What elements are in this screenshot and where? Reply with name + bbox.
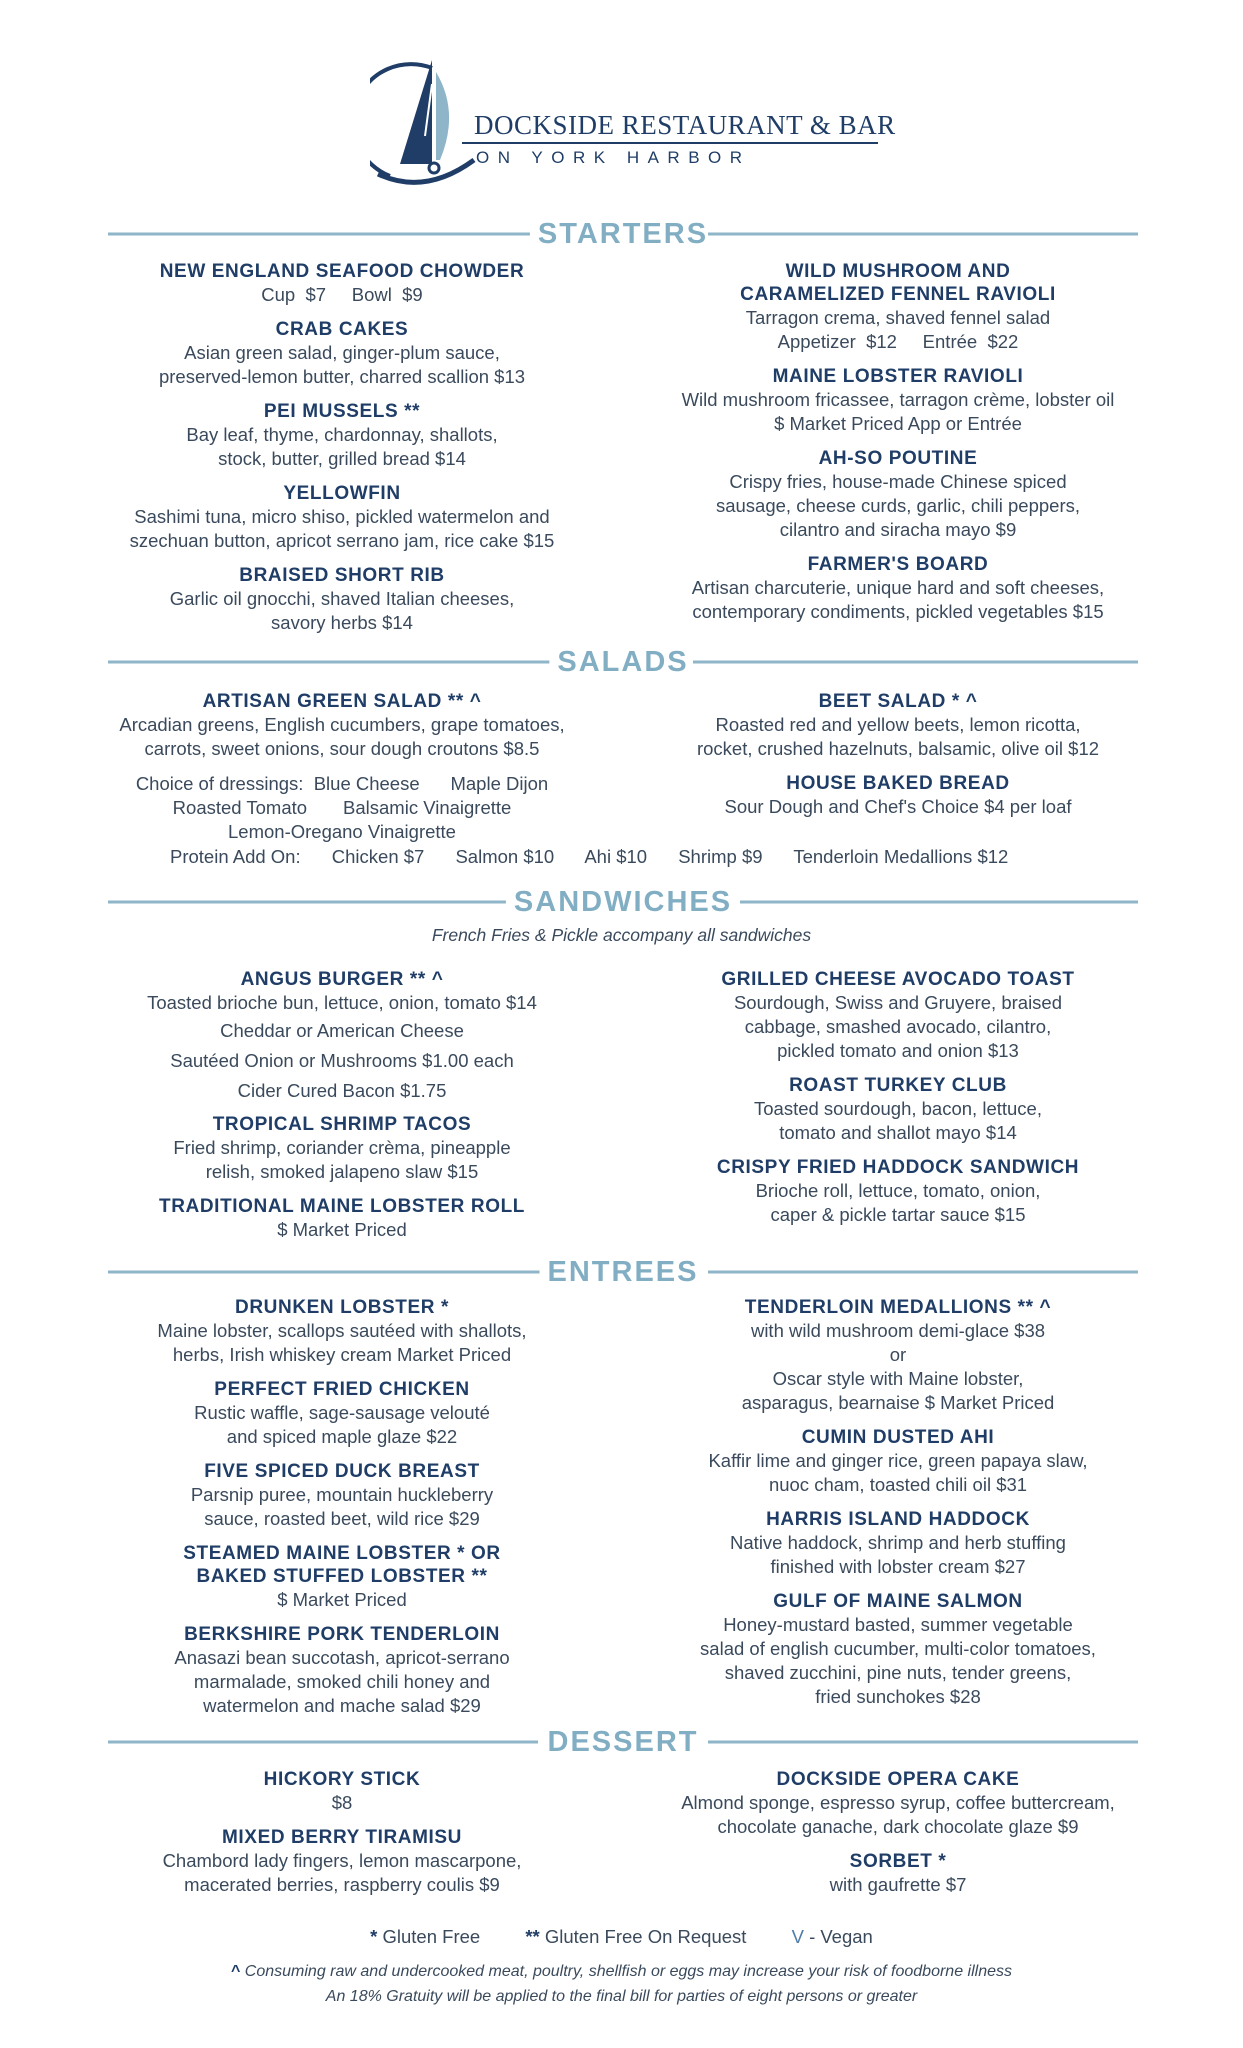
item-desc: Toasted brioche bun, lettuce, onion, tomato $14	[147, 992, 537, 1013]
protein-label: Protein Add On:	[170, 846, 301, 867]
item-name: YELLOWFIN	[283, 483, 401, 504]
item-desc: Tarragon crema, shaved fennel salad Appetizer $12 Entrée $22	[745, 307, 1051, 352]
item-desc: Sour Dough and Chef's Choice $4 per loaf	[724, 796, 1072, 817]
section-dessert	[108, 1722, 1138, 1762]
item-desc: with gaufrette $7	[829, 1874, 967, 1895]
item-desc: Rustic waffle, sage-sausage velouté and spiced maple glaze $22	[194, 1402, 490, 1447]
item-name: FIVE SPICED DUCK BREAST	[204, 1461, 480, 1482]
menu-item	[648, 1074, 1148, 1145]
menu-item	[648, 772, 1148, 819]
section-entrees	[108, 1252, 1138, 1292]
item-name: ARTISAN GREEN SALAD ** ^	[202, 691, 482, 712]
item-desc: Toasted sourdough, bacon, lettuce, tomato and shallot mayo $14	[754, 1098, 1042, 1143]
menu-item	[648, 1590, 1148, 1709]
section-title: ENTREES	[540, 1252, 707, 1292]
item-name: PEI MUSSELS **	[263, 401, 421, 422]
item-desc: Anasazi bean succotash, apricot-serrano marmalade, smoked chili honey and watermelon and mache salad $29	[174, 1647, 510, 1716]
item-desc: Sashimi tuna, micro shiso, pickled watermelon and szechuan button, apricot serrano jam, rice cake $15	[129, 506, 555, 551]
dessert-left-column	[92, 1768, 592, 1908]
item-name: BEET SALAD * ^	[818, 691, 978, 712]
item-name: MAINE LOBSTER RAVIOLI	[772, 366, 1024, 387]
item-name: TENDERLOIN MEDALLIONS ** ^	[744, 1297, 1052, 1318]
item-desc: Wild mushroom fricassee, tarragon crème, lobster oil $ Market Priced App or Entrée	[681, 389, 1115, 434]
item-name: SORBET *	[849, 1851, 947, 1872]
section-rule	[108, 233, 538, 236]
item-desc: Sourdough, Swiss and Gruyere, braised cabbage, smashed avocado, cilantro, pickled tomato and onion $13	[733, 992, 1063, 1061]
menu-item	[92, 1113, 592, 1184]
item-desc: Native haddock, shrimp and herb stuffing finished with lobster cream $27	[730, 1532, 1066, 1577]
section-rule	[708, 1741, 1138, 1744]
item-desc: Chambord lady fingers, lemon mascarpone, macerated berries, raspberry coulis $9	[162, 1850, 522, 1895]
item-name: ROAST TURKEY CLUB	[789, 1075, 1007, 1096]
restaurant-name: DOCKSIDE RESTAURANT & BAR	[474, 110, 896, 140]
item-name: HARRIS ISLAND HADDOCK	[766, 1509, 1030, 1530]
item-desc: with wild mushroom demi-glace $38 or Oscar style with Maine lobster, asparagus, bearnaise $ Market Priced	[741, 1320, 1055, 1413]
item-desc: Fried shrimp, coriander crèma, pineapple relish, smoked jalapeno slaw $15	[173, 1137, 511, 1182]
salads-left-column	[92, 690, 592, 844]
sailboat-icon	[370, 56, 480, 186]
menu-item	[648, 1508, 1148, 1579]
legend-gluten-free: * Gluten Free	[370, 1926, 481, 1947]
menu-item	[92, 1195, 592, 1242]
menu-item	[92, 564, 592, 635]
protein-option: Salmon $10	[455, 846, 555, 867]
menu-item	[92, 1460, 592, 1531]
section-rule	[708, 1271, 1138, 1274]
dessert-right-column	[648, 1768, 1148, 1908]
menu-item	[92, 482, 592, 553]
item-name: CRAB CAKES	[275, 319, 409, 340]
item-name: GULF OF MAINE SALMON	[773, 1591, 1023, 1612]
menu-item	[92, 968, 592, 1015]
item-name: MIXED BERRY TIRAMISU	[221, 1827, 463, 1848]
item-name: TROPICAL SHRIMP TACOS	[212, 1114, 472, 1135]
menu-item	[648, 968, 1148, 1063]
item-desc: $ Market Priced	[277, 1589, 407, 1610]
menu-item	[92, 318, 592, 389]
item-desc: $8	[331, 1792, 353, 1813]
sandwiches-right-column	[648, 968, 1148, 1238]
item-name: WILD MUSHROOM AND	[785, 261, 1011, 282]
item-name-line-2: BAKED STUFFED LOBSTER **	[196, 1566, 488, 1587]
item-desc: Kaffir lime and ginger rice, green papaya slaw, nuoc cham, toasted chili oil $31	[708, 1450, 1088, 1495]
section-rule	[108, 661, 553, 664]
legend-vegan: V - Vegan	[791, 1926, 873, 1947]
sandwiches-left-column	[92, 968, 592, 1253]
item-desc: Bay leaf, thyme, chardonnay, shallots, stock, butter, grilled bread $14	[186, 424, 498, 469]
dietary-legend	[0, 1926, 1243, 1948]
menu-item	[648, 260, 1148, 354]
sandwiches-note: French Fries & Pickle accompany all sandwiches	[431, 925, 812, 945]
item-name: CUMIN DUSTED AHI	[801, 1427, 995, 1448]
burger-option: Cider Cured Bacon $1.75	[237, 1080, 447, 1101]
legend-gluten-free-on-request: ** Gluten Free On Request	[525, 1926, 747, 1947]
menu-item	[648, 447, 1148, 542]
item-name: BERKSHIRE PORK TENDERLOIN	[184, 1624, 500, 1645]
section-rule	[108, 1741, 538, 1744]
item-name: HOUSE BAKED BREAD	[786, 773, 1010, 794]
protein-option: Chicken $7	[331, 846, 425, 867]
item-name-line-2: CARAMELIZED FENNEL RAVIOLI	[740, 284, 1056, 305]
menu-item	[648, 1156, 1148, 1227]
section-title: SALADS	[549, 642, 696, 682]
section-salads	[108, 642, 1138, 682]
section-title: DESSERT	[540, 1722, 707, 1762]
item-name: FARMER'S BOARD	[807, 554, 989, 575]
gratuity-note: An 18% Gratuity will be applied to the final bill for parties of eight persons or greater	[325, 1988, 918, 2005]
item-desc: Honey-mustard basted, summer vegetable salad of english cucumber, multi-color tomatoes, shaved zucchini, pine nuts, tender greens, fried sunchokes $28	[700, 1614, 1096, 1707]
item-desc: Artisan charcuterie, unique hard and soft cheeses, contemporary condiments, pickled vegetables $15	[691, 577, 1105, 622]
item-desc: Parsnip puree, mountain huckleberry sauce, roasted beet, wild rice $29	[190, 1484, 494, 1529]
dressing-options: Choice of dressings: Blue Cheese Maple Dijon Roasted Tomato Balsamic Vinaigrette Lemon-Oregano Vinaigrette	[135, 773, 549, 842]
menu-item	[648, 365, 1148, 436]
menu-item	[648, 1296, 1148, 1415]
item-name: GRILLED CHEESE AVOCADO TOAST	[721, 969, 1075, 990]
section-rule	[108, 1271, 558, 1274]
section-starters	[108, 214, 1138, 254]
menu-item	[648, 1426, 1148, 1497]
item-name: BRAISED SHORT RIB	[239, 565, 445, 586]
burger-option: Cheddar or American Cheese	[220, 1020, 464, 1041]
protein-option: Ahi $10	[584, 846, 648, 867]
item-desc: Crispy fries, house-made Chinese spiced sausage, cheese curds, garlic, chili peppers, cilantro and siracha mayo $9	[715, 471, 1081, 540]
restaurant-subtitle: ON YORK HARBOR	[476, 148, 751, 167]
protein-option: Tenderloin Medallions $12	[793, 846, 1009, 867]
restaurant-logo	[370, 56, 896, 186]
item-desc: Asian green salad, ginger-plum sauce, preserved-lemon butter, charred scallion $13	[158, 342, 526, 387]
section-rule	[108, 901, 506, 904]
section-rule	[693, 661, 1138, 664]
item-name: STEAMED MAINE LOBSTER * OR	[183, 1543, 501, 1564]
entrees-right-column	[648, 1296, 1148, 1720]
item-desc: $ Market Priced	[277, 1219, 407, 1240]
section-sandwiches	[108, 882, 1138, 922]
item-name: ANGUS BURGER ** ^	[240, 969, 444, 990]
menu-item	[92, 260, 592, 307]
burger-option: Sautéed Onion or Mushrooms $1.00 each	[170, 1050, 514, 1071]
section-title: STARTERS	[530, 214, 716, 254]
item-name: DRUNKEN LOBSTER *	[235, 1297, 449, 1318]
menu-item	[92, 1296, 592, 1367]
menu-item	[92, 690, 592, 761]
item-desc: Roasted red and yellow beets, lemon ricotta, rocket, crushed hazelnuts, balsamic, olive oil $12	[696, 714, 1100, 759]
item-name: TRADITIONAL MAINE LOBSTER ROLL	[159, 1196, 525, 1217]
logo-rule	[462, 142, 878, 144]
item-name: PERFECT FRIED CHICKEN	[214, 1379, 470, 1400]
item-name: CRISPY FRIED HADDOCK SANDWICH	[716, 1157, 1080, 1178]
menu-item	[648, 1768, 1148, 1839]
item-name: HICKORY STICK	[263, 1769, 421, 1790]
section-title: SANDWICHES	[506, 882, 740, 922]
menu-item	[92, 1623, 592, 1718]
menu-item	[648, 1850, 1148, 1897]
protein-add-on	[170, 846, 1120, 868]
item-desc: Arcadian greens, English cucumbers, grape tomatoes, carrots, sweet onions, sour dough croutons $8.5	[119, 714, 565, 759]
item-name: NEW ENGLAND SEAFOOD CHOWDER	[159, 261, 525, 282]
entrees-left-column	[92, 1296, 592, 1729]
starters-right-column	[648, 260, 1148, 635]
menu-item	[92, 1378, 592, 1449]
menu-item	[92, 1542, 592, 1612]
item-desc: Cup $7 Bowl $9	[261, 284, 423, 305]
menu-item	[648, 553, 1148, 624]
protein-option: Shrimp $9	[678, 846, 763, 867]
menu-item	[92, 1768, 592, 1815]
starters-left-column	[92, 260, 592, 646]
section-rule	[708, 233, 1138, 236]
item-name: DOCKSIDE OPERA CAKE	[776, 1769, 1020, 1790]
item-desc: Maine lobster, scallops sautéed with shallots, herbs, Irish whiskey cream Market Priced	[157, 1320, 527, 1365]
item-desc: Brioche roll, lettuce, tomato, onion, caper & pickle tartar sauce $15	[755, 1180, 1041, 1225]
raw-food-warning: ^ Consuming raw and undercooked meat, poultry, shellfish or eggs may increase your risk of foodborne illness	[231, 1963, 1012, 1980]
menu-item	[92, 400, 592, 471]
salads-right-column	[648, 690, 1148, 830]
menu-item	[92, 1826, 592, 1897]
section-rule	[740, 901, 1138, 904]
menu-item	[648, 690, 1148, 761]
item-desc: Garlic oil gnocchi, shaved Italian cheeses, savory herbs $14	[169, 588, 515, 633]
item-desc: Almond sponge, espresso syrup, coffee buttercream, chocolate ganache, dark chocolate glaze $9	[681, 1792, 1115, 1837]
item-name: AH-SO POUTINE	[818, 448, 978, 469]
